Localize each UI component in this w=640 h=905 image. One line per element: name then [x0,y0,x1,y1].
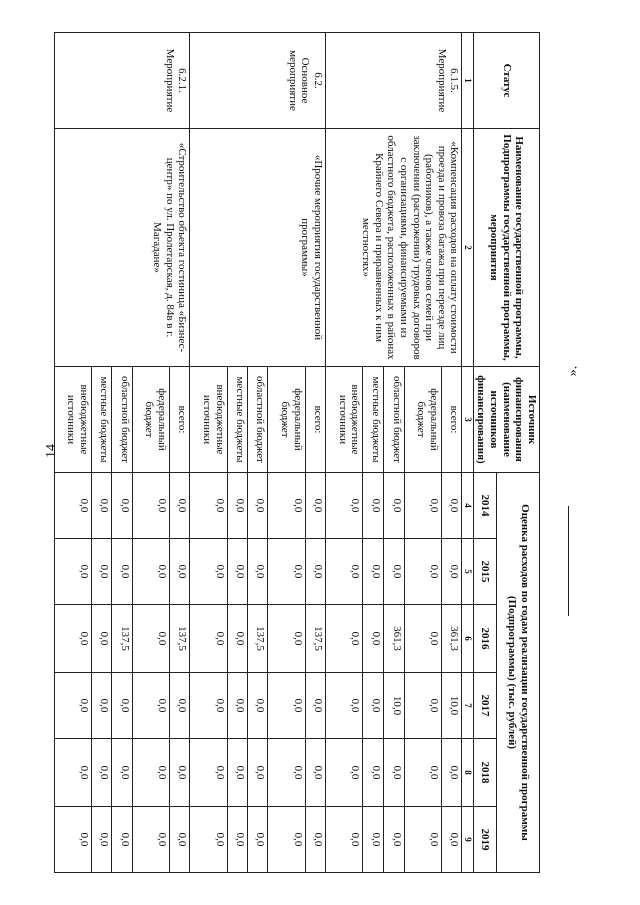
page-number: 14 [44,444,59,458]
funding-source: внебюджетные источники [190,367,227,473]
amount-cell: 0,0 [326,807,363,873]
column-number: 1 [462,33,473,129]
amount-cell: 0,0 [132,673,169,739]
amount-cell: 0,0 [132,473,169,539]
amount-cell: 0,0 [54,807,91,873]
amount-cell: 0,0 [383,473,404,539]
status-type: Основное мероприятие [286,50,312,111]
amount-cell: 0,0 [383,739,404,807]
funding-source: местные бюджеты [227,367,247,473]
measure-name: «Прочие мероприятия государственной программы» [190,129,326,367]
funding-source: внебюджетные источники [326,367,363,473]
amount-cell: 0,0 [132,605,169,673]
amount-cell: 0,0 [305,673,325,739]
funding-source: областной бюджет [112,367,132,473]
amount-cell: 0,0 [112,807,132,873]
amount-cell: 0,0 [54,473,91,539]
amount-cell: 0,0 [227,539,247,605]
table-row [169,33,189,873]
measure-name: «Строительство объекта гостиница «Бизнес-центр» по ул. Пролетарская, д. 84в в г. Магадане» [54,129,190,367]
amount-cell: 0,0 [363,473,384,539]
status-type: Мероприятие [435,48,448,113]
amount-cell: 0,0 [404,807,441,873]
amount-cell: 0,0 [383,539,404,605]
amount-cell: 0,0 [91,539,111,605]
amount-cell: 0,0 [169,473,189,539]
amount-cell: 0,0 [91,673,111,739]
amount-cell: 10,0 [441,673,462,739]
funding-source: федеральный бюджет [404,367,441,473]
amount-cell: 0,0 [112,539,132,605]
amount-cell: 0,0 [441,473,462,539]
rotated-table-wrapper [65,32,540,872]
amount-cell: 0,0 [227,807,247,873]
amount-cell: 0,0 [132,739,169,807]
header-name: Наименование государственной программы, Подпрограммы государственной программы, мероприятия [473,129,539,367]
amount-cell: 10,0 [383,673,404,739]
column-number: 9 [462,807,473,873]
amount-cell: 0,0 [132,539,169,605]
amount-cell: 0,0 [326,673,363,739]
funding-source: федеральный бюджет [132,367,169,473]
status-code: 6.1.5. [448,68,461,93]
amount-cell: 0,0 [169,739,189,807]
measure-name: «Компенсация расходов на оплату стоимости проезда и провоза багажа при переезде лиц (работников), а также членов семей при заключении (расторжении) трудовых договоров с организациями, финансируемыми из областного бюджета, расположенных в районах Крайнего Севера и приравненных к ним местностях» [326,129,462,367]
amount-cell: 0,0 [404,673,441,739]
amount-cell: 137,5 [169,605,189,673]
table-row [441,33,462,873]
header-year: 2019 [473,807,497,873]
amount-cell: 361,3 [441,605,462,673]
amount-cell: 0,0 [169,539,189,605]
amount-cell: 0,0 [305,539,325,605]
status-code: 6.2. [312,72,325,89]
header-year: 2014 [473,473,497,539]
amount-cell: 0,0 [363,539,384,605]
amount-cell: 0,0 [268,739,305,807]
amount-cell: 0,0 [54,739,91,807]
column-number-row [462,33,473,873]
amount-cell: 0,0 [227,739,247,807]
amount-cell: 0,0 [91,605,111,673]
status-cell [54,33,190,129]
amount-cell: 0,0 [404,539,441,605]
amount-cell: 137,5 [305,605,325,673]
amount-cell: 0,0 [404,739,441,807]
amount-cell: 0,0 [248,739,268,807]
column-number: 5 [462,539,473,605]
amount-cell: 0,0 [441,807,462,873]
amount-cell: 0,0 [268,539,305,605]
amount-cell: 0,0 [227,605,247,673]
funding-source: всего: [441,367,462,473]
amount-cell: 0,0 [190,673,227,739]
amount-cell: 0,0 [248,807,268,873]
amount-cell: 0,0 [54,539,91,605]
column-number: 6 [462,605,473,673]
amount-cell: 0,0 [268,605,305,673]
funding-source: внебюджетные источники [54,367,91,473]
amount-cell: 0,0 [305,473,325,539]
header-source: Источник финансирования (наименование источников финансирования) [473,367,539,473]
status-type: Мероприятие [163,48,176,113]
amount-cell: 0,0 [326,473,363,539]
amount-cell: 0,0 [112,473,132,539]
amount-cell: 0,0 [404,605,441,673]
amount-cell: 0,0 [190,807,227,873]
amount-cell: 0,0 [248,473,268,539]
amount-cell: 0,0 [441,739,462,807]
amount-cell: 0,0 [91,473,111,539]
header-status: Статус [473,33,539,129]
column-number: 7 [462,673,473,739]
footnote-rule [568,506,569,616]
header-year: 2015 [473,539,497,605]
amount-cell: 0,0 [268,673,305,739]
table-body [54,33,462,873]
status-cell [190,33,326,129]
header-year: 2018 [473,739,497,807]
status-code: 6.2.1. [176,68,189,93]
amount-cell: 0,0 [227,473,247,539]
amount-cell: 0,0 [326,739,363,807]
amount-cell: 0,0 [91,739,111,807]
funding-source: федеральный бюджет [268,367,305,473]
column-number: 3 [462,367,473,473]
amount-cell: 0,0 [363,605,384,673]
amount-cell: 0,0 [169,807,189,873]
amount-cell: 137,5 [248,605,268,673]
amount-cell: 0,0 [190,739,227,807]
amount-cell: 0,0 [305,807,325,873]
column-number: 2 [462,129,473,367]
amount-cell: 0,0 [363,807,384,873]
amount-cell: 0,0 [132,807,169,873]
amount-cell: 0,0 [54,673,91,739]
amount-cell: 0,0 [268,807,305,873]
funding-source: местные бюджеты [91,367,111,473]
amount-cell: 0,0 [441,539,462,605]
amount-cell: 361,3 [383,605,404,673]
column-number: 4 [462,473,473,539]
amount-cell: 0,0 [305,739,325,807]
amount-cell: 0,0 [190,473,227,539]
expenditure-table [54,32,540,873]
amount-cell: 0,0 [363,739,384,807]
amount-cell: 0,0 [383,807,404,873]
funding-source: областной бюджет [248,367,268,473]
amount-cell: 0,0 [54,605,91,673]
amount-cell: 0,0 [112,739,132,807]
column-number: 8 [462,739,473,807]
amount-cell: 0,0 [112,673,132,739]
funding-source: всего: [169,367,189,473]
header-year: 2017 [473,673,497,739]
amount-cell: 0,0 [268,473,305,539]
amount-cell: 0,0 [326,605,363,673]
funding-source: всего: [305,367,325,473]
amount-cell: 0,0 [91,807,111,873]
amount-cell: 0,0 [169,673,189,739]
table-row [305,33,325,873]
header-row-1 [497,33,540,873]
amount-cell: 0,0 [248,539,268,605]
end-mark: ». [565,365,581,377]
amount-cell: 0,0 [227,673,247,739]
funding-source: местные бюджеты [363,367,384,473]
amount-cell: 0,0 [326,539,363,605]
amount-cell: 0,0 [248,673,268,739]
amount-cell: 0,0 [363,673,384,739]
funding-source: областной бюджет [383,367,404,473]
header-estimate: Оценка расходов по годам реализации государственной программы (Подпрограммы) (тыс. рублей) [497,473,540,873]
header-year: 2016 [473,605,497,673]
amount-cell: 0,0 [190,605,227,673]
amount-cell: 0,0 [404,473,441,539]
amount-cell: 0,0 [190,539,227,605]
status-cell [326,33,462,129]
amount-cell: 137,5 [112,605,132,673]
